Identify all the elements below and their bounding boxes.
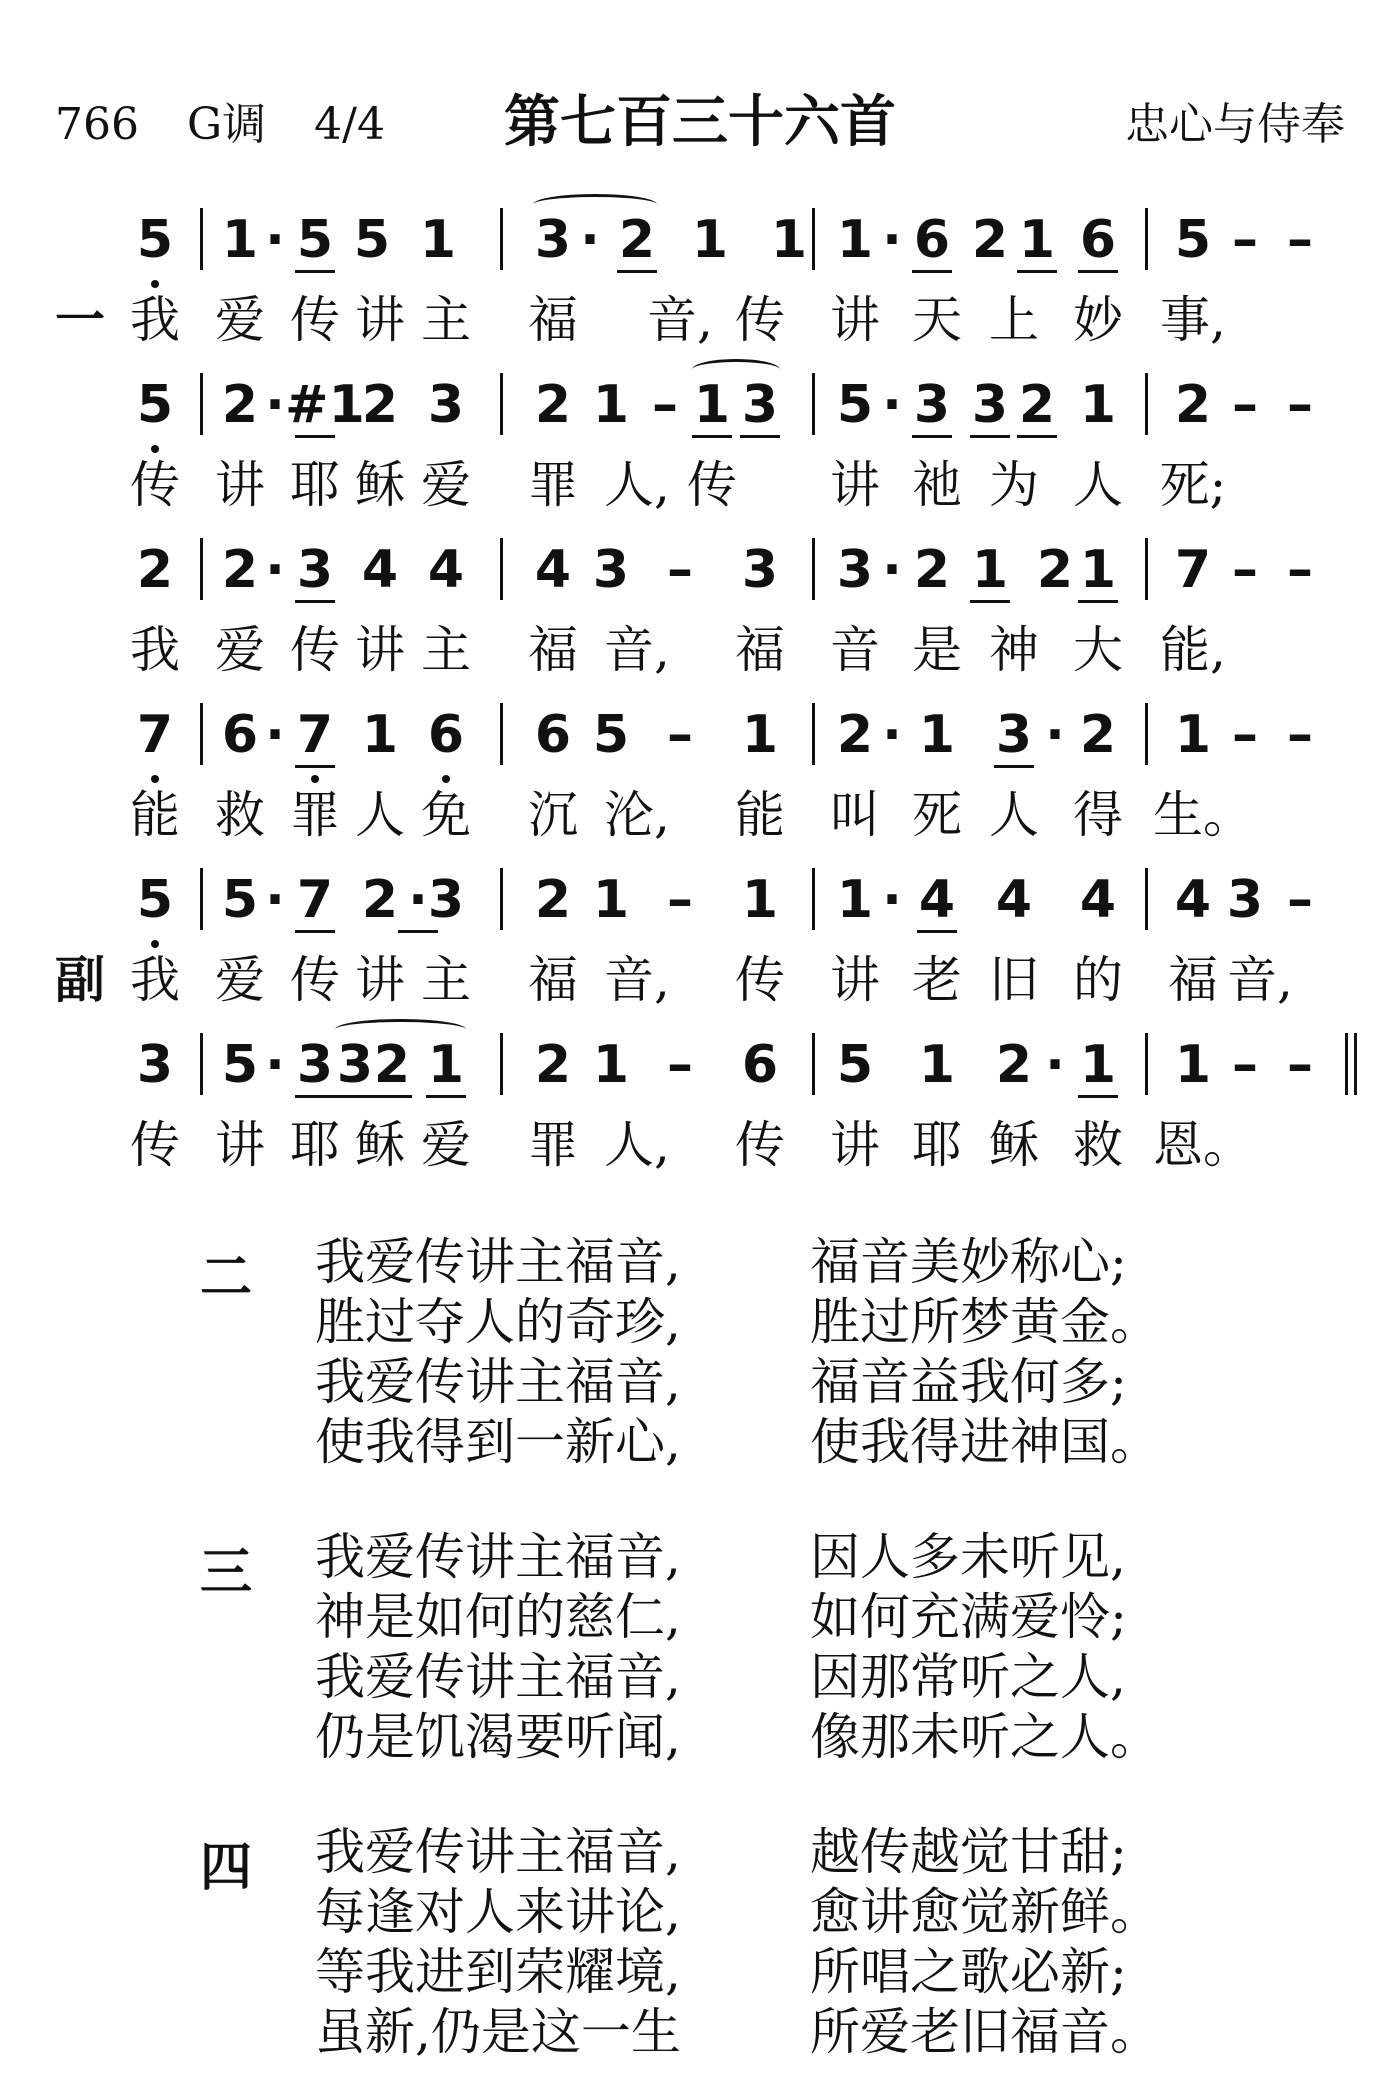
lyric-syllable: 神 bbox=[989, 621, 1039, 679]
verse-marker: 一 bbox=[55, 291, 105, 349]
lyric-syllable: 免 bbox=[421, 786, 471, 844]
sustain-dash: – bbox=[1287, 540, 1313, 600]
note: 3 bbox=[913, 375, 951, 435]
lyric-syllable: 祂 bbox=[912, 456, 962, 514]
note: 1 bbox=[836, 210, 874, 270]
note: 3 bbox=[1226, 870, 1264, 930]
note: 3 bbox=[534, 210, 572, 270]
sustain-dash: – bbox=[1232, 1035, 1258, 1095]
barline bbox=[812, 373, 815, 435]
note: 1 bbox=[592, 870, 630, 930]
lyric-syllable: 救 bbox=[215, 786, 265, 844]
sustain-dash: – bbox=[1287, 870, 1313, 930]
note: 5 bbox=[836, 375, 874, 435]
eighth-underline bbox=[1017, 270, 1057, 273]
lyric-line bbox=[0, 450, 1400, 520]
verse-line-first: 仍是饥渴要听闻, bbox=[315, 1708, 681, 1766]
notation-line bbox=[0, 860, 1400, 940]
sustain-dash: – bbox=[667, 540, 693, 600]
dot-rhythm: · bbox=[882, 705, 902, 765]
note: 1 bbox=[918, 705, 956, 765]
verse-line-second: 所唱之歌必新; bbox=[810, 1943, 1127, 2001]
lyric-syllable: 人, bbox=[604, 1116, 670, 1174]
sustain-dash: – bbox=[1232, 210, 1258, 270]
sustain-dash: – bbox=[667, 870, 693, 930]
lyric-line bbox=[0, 780, 1400, 850]
verse-line-second: 所爱老旧福音。 bbox=[810, 2003, 1160, 2061]
lyric-syllable: 能 bbox=[130, 786, 180, 844]
lyric-syllable: 主 bbox=[421, 951, 471, 1009]
note: 3 bbox=[296, 1035, 334, 1095]
verse-line-second: 像那未听之人。 bbox=[810, 1708, 1160, 1766]
sustain-dash: – bbox=[1287, 705, 1313, 765]
eighth-underline bbox=[426, 1095, 466, 1098]
note: 2 bbox=[221, 540, 259, 600]
hymn-title: 第七百三十六首 bbox=[504, 90, 896, 155]
eighth-underline bbox=[970, 435, 1010, 438]
lyric-syllable: 福 bbox=[1168, 951, 1218, 1009]
sustain-dash: – bbox=[1287, 375, 1313, 435]
lyric-syllable: 为 bbox=[989, 456, 1039, 514]
lyric-syllable: 生。 bbox=[1153, 786, 1253, 844]
dot-rhythm: · bbox=[265, 1035, 285, 1095]
lyric-syllable: 讲 bbox=[215, 456, 265, 514]
verse-line-first: 使我得到一新心, bbox=[315, 1413, 681, 1471]
verse-line-first: 我爱传讲主福音, bbox=[315, 1353, 681, 1411]
lyric-syllable: 事, bbox=[1160, 291, 1226, 349]
sustain-dash: – bbox=[667, 1035, 693, 1095]
hymn-header bbox=[0, 70, 1400, 160]
eighth-underline bbox=[398, 930, 438, 933]
barline bbox=[200, 538, 203, 600]
note: 7 bbox=[136, 705, 174, 765]
verse-line-first: 我爱传讲主福音, bbox=[315, 1648, 681, 1706]
note: 1 bbox=[427, 1035, 465, 1095]
barline bbox=[200, 1033, 203, 1095]
lyric-syllable: 耶 bbox=[290, 1116, 340, 1174]
hymn-key: G调 bbox=[186, 99, 267, 150]
eighth-underline bbox=[295, 1095, 335, 1098]
barline bbox=[1145, 208, 1148, 270]
barline bbox=[200, 868, 203, 930]
note: 2 bbox=[361, 870, 399, 930]
lyric-syllable: 福 bbox=[528, 951, 578, 1009]
barline bbox=[1145, 1033, 1148, 1095]
note: 3 bbox=[971, 375, 1009, 435]
dot-rhythm: · bbox=[882, 210, 902, 270]
dot-rhythm: · bbox=[1045, 705, 1065, 765]
eighth-underline bbox=[335, 1095, 375, 1098]
verse-line-first: 胜过夺人的奇珍, bbox=[315, 1293, 681, 1351]
barline bbox=[500, 538, 503, 600]
barline bbox=[200, 208, 203, 270]
note: 2 bbox=[913, 540, 951, 600]
verse-line-first: 每逢对人来讲论, bbox=[315, 1883, 681, 1941]
lyric-line bbox=[0, 1110, 1400, 1180]
lyric-syllable: 罪 bbox=[290, 786, 340, 844]
lyric-syllable: 人 bbox=[989, 786, 1039, 844]
lyric-syllable: 大 bbox=[1073, 621, 1123, 679]
note: 1 bbox=[770, 210, 808, 270]
note: 2 bbox=[1079, 705, 1117, 765]
lyric-syllable: 爱 bbox=[421, 456, 471, 514]
lyric-syllable: 稣 bbox=[355, 1116, 405, 1174]
lyric-syllable: 能 bbox=[735, 786, 785, 844]
note: 3 bbox=[995, 705, 1033, 765]
note: 1 bbox=[693, 375, 731, 435]
lyric-syllable: 讲 bbox=[830, 951, 880, 1009]
barline bbox=[500, 1033, 503, 1095]
note: 2 bbox=[361, 375, 399, 435]
note: 1 bbox=[419, 210, 457, 270]
eighth-underline bbox=[970, 600, 1010, 603]
note: 2 bbox=[836, 705, 874, 765]
lyric-syllable: 是 bbox=[912, 621, 962, 679]
barline bbox=[812, 538, 815, 600]
barline bbox=[200, 703, 203, 765]
lyric-syllable: 爱 bbox=[215, 951, 265, 1009]
notation-line bbox=[0, 365, 1400, 445]
barline bbox=[1145, 868, 1148, 930]
note: 1 bbox=[971, 540, 1009, 600]
dot-rhythm: · bbox=[408, 870, 428, 930]
lyric-syllable: 的 bbox=[1073, 951, 1123, 1009]
verse-line-first: 我爱传讲主福音, bbox=[315, 1823, 681, 1881]
note: 2 bbox=[221, 375, 259, 435]
note: 4 bbox=[1174, 870, 1212, 930]
lyric-syllable: 讲 bbox=[355, 291, 405, 349]
eighth-underline bbox=[912, 435, 952, 438]
lyric-syllable: 爱 bbox=[421, 1116, 471, 1174]
slur bbox=[692, 359, 780, 380]
eighth-underline bbox=[295, 435, 335, 438]
dot-rhythm: · bbox=[1045, 1035, 1065, 1095]
note: 1 bbox=[836, 870, 874, 930]
note: 5 bbox=[592, 705, 630, 765]
note: 1 bbox=[592, 375, 630, 435]
lyric-syllable: 耶 bbox=[912, 1116, 962, 1174]
lyric-syllable: 音, bbox=[647, 291, 713, 349]
note: 3 bbox=[592, 540, 630, 600]
lyric-syllable: 叫 bbox=[830, 786, 880, 844]
lyric-syllable: 我 bbox=[130, 621, 180, 679]
lyric-syllable: 死 bbox=[912, 786, 962, 844]
lyric-syllable: 人, bbox=[604, 456, 670, 514]
dot-rhythm: · bbox=[265, 540, 285, 600]
dot-rhythm: · bbox=[882, 540, 902, 600]
note: 7 bbox=[1174, 540, 1212, 600]
verse-line-second: 福音益我何多; bbox=[810, 1353, 1127, 1411]
lyric-syllable: 爱 bbox=[215, 621, 265, 679]
eighth-underline bbox=[917, 930, 957, 933]
note: 5 bbox=[136, 210, 174, 270]
verse-line-second: 越传越觉甘甜; bbox=[810, 1823, 1127, 1881]
lyric-line bbox=[0, 945, 1400, 1015]
lyric-syllable: 讲 bbox=[355, 621, 405, 679]
note: 1 bbox=[1079, 540, 1117, 600]
lyric-syllable: 福 bbox=[528, 291, 578, 349]
dot-rhythm: · bbox=[265, 705, 285, 765]
verse-line-first: 我爱传讲主福音, bbox=[315, 1233, 681, 1291]
lyric-syllable: 救 bbox=[1073, 1116, 1123, 1174]
eighth-underline bbox=[372, 1095, 412, 1098]
eighth-underline bbox=[1017, 435, 1057, 438]
notation-line bbox=[0, 695, 1400, 775]
lyric-syllable: 稣 bbox=[989, 1116, 1039, 1174]
verse-line-second: 福音美妙称心; bbox=[810, 1233, 1127, 1291]
eighth-underline bbox=[912, 270, 952, 273]
note: 2 bbox=[1018, 375, 1056, 435]
note: 1 bbox=[221, 210, 259, 270]
note: #1 bbox=[285, 375, 365, 435]
lyric-syllable: 传 bbox=[130, 1116, 180, 1174]
eighth-underline bbox=[1078, 270, 1118, 273]
barline bbox=[812, 868, 815, 930]
verse-marker: 二 bbox=[200, 1248, 253, 1308]
sustain-dash: – bbox=[652, 375, 678, 435]
lyric-syllable: 稣 bbox=[355, 456, 405, 514]
note: 3 bbox=[296, 540, 334, 600]
note: 2 bbox=[136, 540, 174, 600]
note: 1 bbox=[741, 870, 779, 930]
note: 4 bbox=[995, 870, 1033, 930]
lyric-syllable: 老 bbox=[912, 951, 962, 1009]
sustain-dash: – bbox=[1287, 210, 1313, 270]
note: 1 bbox=[741, 705, 779, 765]
note: 7 bbox=[296, 870, 334, 930]
note: 2 bbox=[534, 1035, 572, 1095]
note: 2 bbox=[534, 870, 572, 930]
final-barline bbox=[1345, 1033, 1348, 1095]
hymn-category: 忠心与侍奉 bbox=[1125, 99, 1345, 150]
verse-line-second: 胜过所梦黄金。 bbox=[810, 1293, 1160, 1351]
note: 3 bbox=[427, 870, 465, 930]
notation-line bbox=[0, 530, 1400, 610]
eighth-underline bbox=[1078, 600, 1118, 603]
lyric-syllable: 爱 bbox=[215, 291, 265, 349]
lyric-line bbox=[0, 285, 1400, 355]
lyric-syllable: 传 bbox=[290, 621, 340, 679]
barline bbox=[500, 373, 503, 435]
note: 4 bbox=[1079, 870, 1117, 930]
barline bbox=[812, 1033, 815, 1095]
lyric-syllable: 传 bbox=[130, 456, 180, 514]
lyric-syllable: 人 bbox=[355, 786, 405, 844]
lyric-syllable: 讲 bbox=[830, 1116, 880, 1174]
eighth-underline bbox=[692, 435, 732, 438]
note: 1 bbox=[1018, 210, 1056, 270]
note: 6 bbox=[1079, 210, 1117, 270]
note: 2 bbox=[1174, 375, 1212, 435]
lyric-syllable: 罪 bbox=[528, 456, 578, 514]
verse-line-first: 等我进到荣耀境, bbox=[315, 1943, 681, 2001]
barline bbox=[500, 868, 503, 930]
lyric-syllable: 福 bbox=[735, 621, 785, 679]
verse-line-first: 虽新,仍是这一生 bbox=[315, 2003, 681, 2061]
note: 1 bbox=[1079, 1035, 1117, 1095]
note: 5 bbox=[136, 375, 174, 435]
notation-line bbox=[0, 1025, 1400, 1105]
note: 2 bbox=[534, 375, 572, 435]
eighth-underline bbox=[1078, 1095, 1118, 1098]
lyric-syllable: 音, bbox=[604, 951, 670, 1009]
lyric-syllable: 传 bbox=[735, 1116, 785, 1174]
lyric-syllable: 传 bbox=[735, 291, 785, 349]
note: 5 bbox=[221, 870, 259, 930]
lyric-syllable: 讲 bbox=[830, 456, 880, 514]
note: 3 bbox=[136, 1035, 174, 1095]
verse-line-second: 因那常听之人, bbox=[810, 1648, 1126, 1706]
hymn-number: 766 bbox=[55, 99, 139, 150]
note: 6 bbox=[741, 1035, 779, 1095]
note: 6 bbox=[534, 705, 572, 765]
barline bbox=[1145, 538, 1148, 600]
lyric-syllable: 传 bbox=[735, 951, 785, 1009]
sustain-dash: – bbox=[1287, 1035, 1313, 1095]
lyric-syllable: 天 bbox=[912, 291, 962, 349]
eighth-underline bbox=[295, 270, 335, 273]
note: 4 bbox=[918, 870, 956, 930]
lyric-syllable: 传 bbox=[290, 951, 340, 1009]
verse-line-second: 使我得进神国。 bbox=[810, 1413, 1160, 1471]
barline bbox=[500, 703, 503, 765]
slur bbox=[533, 194, 657, 215]
note: 5 bbox=[1174, 210, 1212, 270]
final-barline bbox=[1354, 1033, 1357, 1095]
lyric-syllable: 上 bbox=[989, 291, 1039, 349]
lyric-syllable: 旧 bbox=[989, 951, 1039, 1009]
lyric-syllable: 音, bbox=[604, 621, 670, 679]
dot-rhythm: · bbox=[265, 870, 285, 930]
lyric-syllable: 妙 bbox=[1073, 291, 1123, 349]
lyric-syllable: 音 bbox=[830, 621, 880, 679]
eighth-underline bbox=[295, 765, 335, 768]
note: 3 bbox=[741, 375, 779, 435]
dot-rhythm: · bbox=[265, 375, 285, 435]
eighth-underline bbox=[740, 435, 780, 438]
lyric-syllable: 福 bbox=[528, 621, 578, 679]
dot-rhythm: · bbox=[882, 870, 902, 930]
sustain-dash: – bbox=[1232, 705, 1258, 765]
note: 7 bbox=[296, 705, 334, 765]
note: 2 bbox=[1036, 540, 1074, 600]
note: 4 bbox=[534, 540, 572, 600]
eighth-underline bbox=[295, 930, 335, 933]
sustain-dash: – bbox=[1232, 375, 1258, 435]
note: 6 bbox=[427, 705, 465, 765]
note: 3 bbox=[836, 540, 874, 600]
lyric-syllable: 耶 bbox=[290, 456, 340, 514]
lyric-syllable: 沦, bbox=[604, 786, 670, 844]
note: 2 bbox=[971, 210, 1009, 270]
lyric-syllable: 传 bbox=[687, 456, 737, 514]
lyric-syllable: 主 bbox=[421, 291, 471, 349]
dot-rhythm: · bbox=[265, 210, 285, 270]
verse-marker: 副 bbox=[55, 951, 105, 1009]
note: 5 bbox=[221, 1035, 259, 1095]
lyric-syllable: 我 bbox=[130, 951, 180, 1009]
note: 1 bbox=[1079, 375, 1117, 435]
barline bbox=[1145, 373, 1148, 435]
barline bbox=[200, 373, 203, 435]
lyric-syllable: 沉 bbox=[528, 786, 578, 844]
hymn-meter: 4/4 bbox=[314, 99, 385, 150]
lyric-syllable: 讲 bbox=[355, 951, 405, 1009]
lyric-syllable: 罪 bbox=[528, 1116, 578, 1174]
note: 2 bbox=[995, 1035, 1033, 1095]
note: 6 bbox=[221, 705, 259, 765]
verse-line-second: 愈讲愈觉新鲜。 bbox=[810, 1883, 1160, 1941]
dot-rhythm: · bbox=[882, 375, 902, 435]
verse-line-first: 神是如何的慈仁, bbox=[315, 1588, 681, 1646]
verse-line-first: 我爱传讲主福音, bbox=[315, 1528, 681, 1586]
note: 3 bbox=[741, 540, 779, 600]
lyric-syllable: 人 bbox=[1073, 456, 1123, 514]
sustain-dash: – bbox=[1232, 540, 1258, 600]
lyric-syllable: 恩。 bbox=[1153, 1116, 1253, 1174]
note: 1 bbox=[1174, 705, 1212, 765]
eighth-underline bbox=[617, 270, 657, 273]
note: 1 bbox=[592, 1035, 630, 1095]
barline bbox=[812, 703, 815, 765]
note: 1 bbox=[1174, 1035, 1212, 1095]
lyric-syllable: 得 bbox=[1073, 786, 1123, 844]
notation-line bbox=[0, 200, 1400, 280]
note: 2 bbox=[373, 1035, 411, 1095]
lyric-syllable: 传 bbox=[290, 291, 340, 349]
note: 2 bbox=[618, 210, 656, 270]
verse-marker: 四 bbox=[200, 1838, 253, 1898]
note: 4 bbox=[427, 540, 465, 600]
lyric-syllable: 死; bbox=[1159, 456, 1227, 514]
verse-marker: 三 bbox=[200, 1543, 253, 1603]
barline bbox=[500, 208, 503, 270]
note: 5 bbox=[136, 870, 174, 930]
lyric-syllable: 我 bbox=[130, 291, 180, 349]
note: 4 bbox=[361, 540, 399, 600]
note: 5 bbox=[836, 1035, 874, 1095]
lyric-syllable: 能, bbox=[1160, 621, 1226, 679]
note: 1 bbox=[691, 210, 729, 270]
eighth-underline bbox=[994, 765, 1034, 768]
lyric-syllable: 讲 bbox=[215, 1116, 265, 1174]
barline bbox=[812, 208, 815, 270]
lyric-syllable: 讲 bbox=[830, 291, 880, 349]
lyric-syllable: 主 bbox=[421, 621, 471, 679]
note: 5 bbox=[353, 210, 391, 270]
sustain-dash: – bbox=[667, 705, 693, 765]
verse-line-second: 如何充满爱怜; bbox=[810, 1588, 1127, 1646]
note: 6 bbox=[913, 210, 951, 270]
note: 1 bbox=[918, 1035, 956, 1095]
note: 5 bbox=[296, 210, 334, 270]
eighth-underline bbox=[295, 600, 335, 603]
lyric-syllable: 音, bbox=[1227, 951, 1293, 1009]
lyric-line bbox=[0, 615, 1400, 685]
note: 3 bbox=[336, 1035, 374, 1095]
note: 1 bbox=[361, 705, 399, 765]
dot-rhythm: · bbox=[580, 210, 600, 270]
verse-line-second: 因人多未听见, bbox=[810, 1528, 1126, 1586]
barline bbox=[1145, 703, 1148, 765]
note: 3 bbox=[427, 375, 465, 435]
slur bbox=[335, 1019, 466, 1040]
